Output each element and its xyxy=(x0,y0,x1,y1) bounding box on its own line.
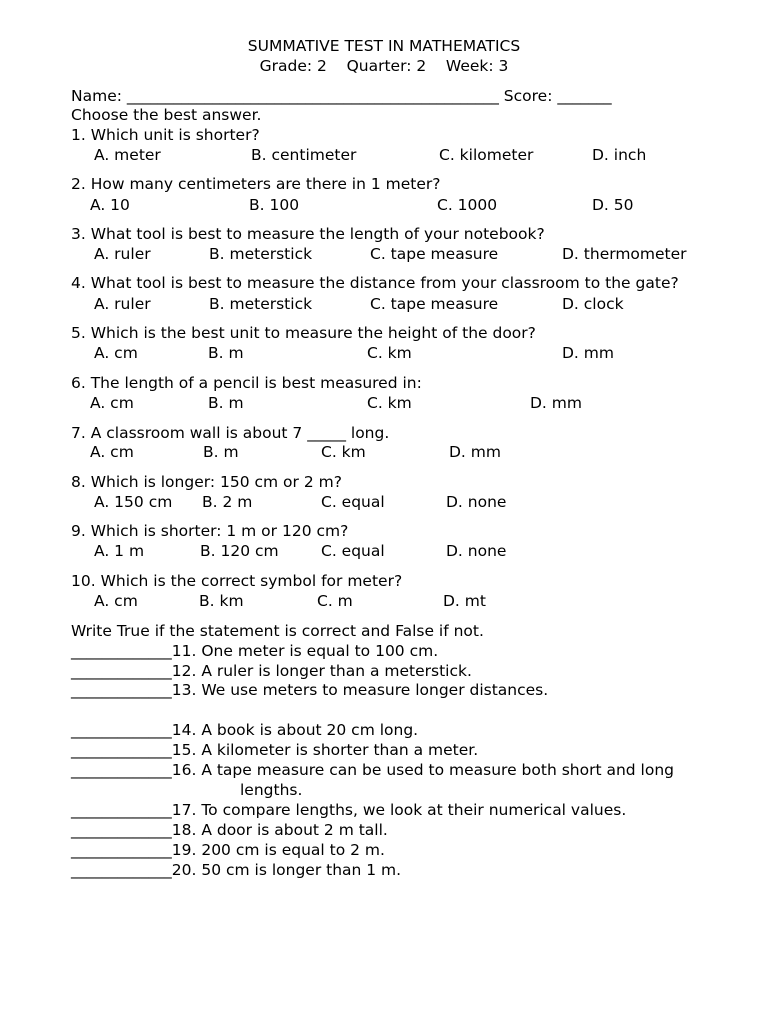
q9-choice-c: C. equal xyxy=(321,542,385,560)
tf-item-15 xyxy=(71,740,721,760)
q8-choice-c: C. equal xyxy=(321,493,385,511)
q9-choice-a: A. 1 m xyxy=(94,542,145,560)
q6-choice-b: B. m xyxy=(208,394,244,412)
answer-blank[interactable]: _____________ xyxy=(71,861,172,879)
q7-choice-a: A. cm xyxy=(90,443,134,461)
question-7: 7. A classroom wall is about 7 _____ long. xyxy=(71,424,390,442)
tf-item-18 xyxy=(71,820,721,840)
answer-blank[interactable]: _____________ xyxy=(71,642,172,660)
tf-item-11 xyxy=(71,641,721,661)
q8-choice-b: B. 2 m xyxy=(202,493,253,511)
q2-choice-b: B. 100 xyxy=(249,196,300,214)
q6-choice-d: D. mm xyxy=(530,394,582,412)
answer-blank[interactable]: _____________ xyxy=(71,801,172,819)
tf-item-17 xyxy=(71,800,721,820)
tf-item-20 xyxy=(71,860,721,880)
page-subtitle: Grade: 2 Quarter: 2 Week: 3 xyxy=(259,57,509,75)
question-1: 1. Which unit is shorter? xyxy=(71,126,260,144)
question-3: 3. What tool is best to measure the length of your notebook? xyxy=(71,225,545,243)
q8-choice-d: D. none xyxy=(446,493,507,511)
q5-choice-d: D. mm xyxy=(562,344,614,362)
tf-statement: 19. 200 cm is equal to 2 m. xyxy=(171,841,385,859)
q4-choice-a: A. ruler xyxy=(94,295,151,313)
tf-item-12 xyxy=(71,661,721,681)
answer-blank[interactable]: _____________ xyxy=(71,721,172,739)
q2-choice-d: D. 50 xyxy=(592,196,634,214)
question-8: 8. Which is longer: 150 cm or 2 m? xyxy=(71,473,342,491)
question-10: 10. Which is the correct symbol for meter? xyxy=(71,572,403,590)
q1-choice-a: A. meter xyxy=(94,146,161,164)
q6-choice-a: A. cm xyxy=(90,394,134,412)
q5-choice-c: C. km xyxy=(367,344,412,362)
answer-blank[interactable]: _____________ xyxy=(71,761,172,779)
tf-statement: 12. A ruler is longer than a meterstick. xyxy=(171,662,472,680)
tf-statement: 20. 50 cm is longer than 1 m. xyxy=(171,861,402,879)
q2-choice-a: A. 10 xyxy=(90,196,130,214)
q4-choice-c: C. tape measure xyxy=(370,295,499,313)
answer-blank[interactable]: _____________ xyxy=(71,662,172,680)
tf-statement: 14. A book is about 20 cm long. xyxy=(171,721,419,739)
q10-choice-c: C. m xyxy=(317,592,353,610)
q9-choice-d: D. none xyxy=(446,542,507,560)
q4-choice-d: D. clock xyxy=(562,295,624,313)
tf-item-13 xyxy=(71,680,721,700)
q3-choice-a: A. ruler xyxy=(94,245,151,263)
question-2: 2. How many centimeters are there in 1 meter? xyxy=(71,175,441,193)
answer-blank[interactable]: _____________ xyxy=(71,741,172,759)
q5-choice-b: B. m xyxy=(208,344,244,362)
q1-choice-c: C. kilometer xyxy=(439,146,534,164)
q3-choice-b: B. meterstick xyxy=(209,245,313,263)
q9-choice-b: B. 120 cm xyxy=(200,542,279,560)
q10-choice-a: A. cm xyxy=(94,592,138,610)
question-9: 9. Which is shorter: 1 m or 120 cm? xyxy=(71,522,349,540)
q8-choice-a: A. 150 cm xyxy=(94,493,173,511)
q1-choice-d: D. inch xyxy=(592,146,647,164)
answer-blank[interactable]: _____________ xyxy=(71,681,172,699)
page-title: SUMMATIVE TEST IN MATHEMATICS xyxy=(247,37,521,55)
q3-choice-d: D. thermometer xyxy=(562,245,687,263)
q3-choice-c: C. tape measure xyxy=(370,245,499,263)
question-4: 4. What tool is best to measure the distance from your classroom to the gate? xyxy=(71,274,679,292)
tf-instructions: Write True if the statement is correct and False if not. xyxy=(71,622,484,640)
tf-statement: 17. To compare lengths, we look at their numerical values. xyxy=(171,801,627,819)
question-5: 5. Which is the best unit to measure the height of the door? xyxy=(71,324,536,342)
q7-choice-c: C. km xyxy=(321,443,366,461)
q4-choice-b: B. meterstick xyxy=(209,295,313,313)
q2-choice-c: C. 1000 xyxy=(437,196,498,214)
tf-statement: 15. A kilometer is shorter than a meter. xyxy=(171,741,479,759)
question-6: 6. The length of a pencil is best measured in: xyxy=(71,374,422,392)
tf-statement: 18. A door is about 2 m tall. xyxy=(171,821,388,839)
q7-choice-d: D. mm xyxy=(449,443,501,461)
mc-instructions: Choose the best answer. xyxy=(71,106,262,124)
q10-choice-b: B. km xyxy=(199,592,244,610)
tf-item-16-continuation: lengths. xyxy=(240,781,303,799)
tf-item-16 xyxy=(71,760,721,780)
tf-item-19 xyxy=(71,840,721,860)
q7-choice-b: B. m xyxy=(203,443,239,461)
tf-statement: 11. One meter is equal to 100 cm. xyxy=(171,642,439,660)
answer-blank[interactable]: _____________ xyxy=(71,821,172,839)
answer-blank[interactable]: _____________ xyxy=(71,841,172,859)
tf-statement: 13. We use meters to measure longer distances. xyxy=(171,681,549,699)
q10-choice-d: D. mt xyxy=(443,592,486,610)
tf-statement: 16. A tape measure can be used to measure both short and long xyxy=(171,761,675,779)
q6-choice-c: C. km xyxy=(367,394,412,412)
q5-choice-a: A. cm xyxy=(94,344,138,362)
q1-choice-b: B. centimeter xyxy=(251,146,357,164)
name-score-line: Name: ________________________________________________ Score: _______ xyxy=(71,87,612,105)
tf-item-14 xyxy=(71,720,721,740)
